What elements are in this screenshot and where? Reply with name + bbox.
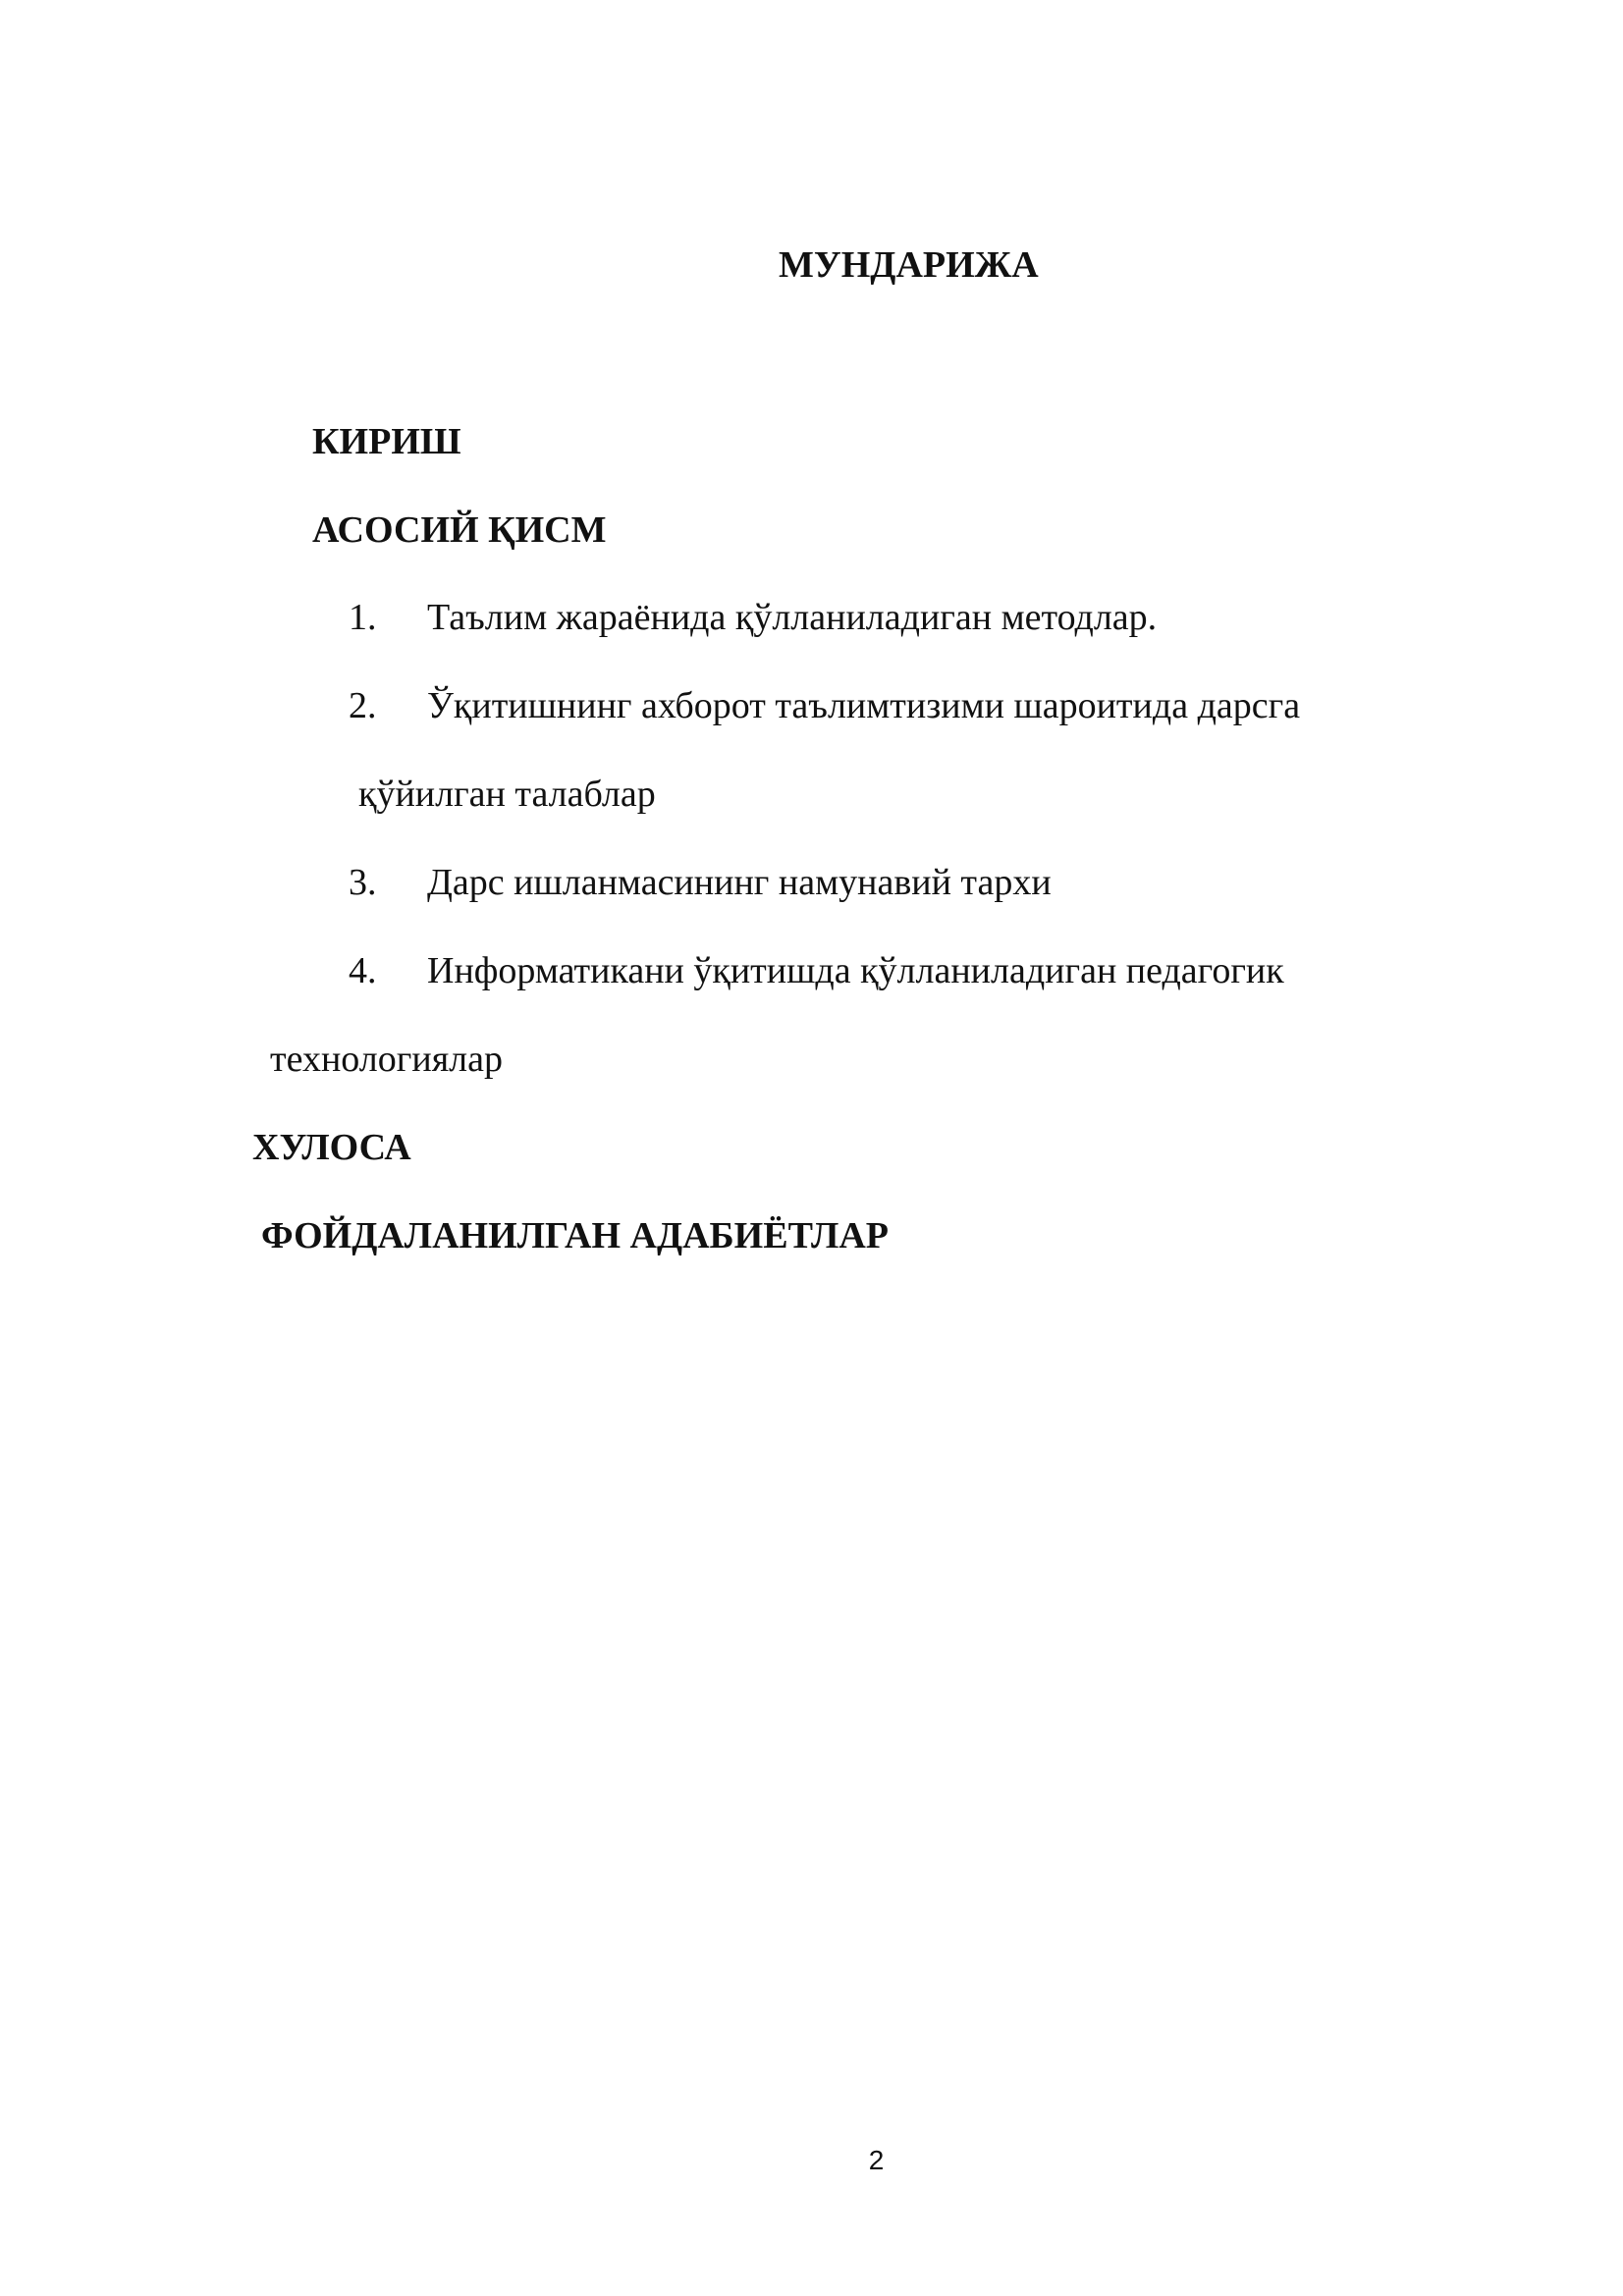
- toc-item-number: 3.: [349, 862, 377, 903]
- page-number: 2: [868, 2145, 885, 2175]
- toc-title: МУНДАРИЖА: [779, 244, 1039, 286]
- toc-item-text: Информатикани ўқитишда қўлланиладиган педагогик: [427, 950, 1284, 991]
- toc-item-number: 1.: [349, 597, 377, 638]
- toc-item-number: 2.: [349, 685, 377, 726]
- toc-item-text: Таълим жараёнида қўлланиладиган методлар.: [427, 597, 1158, 638]
- toc-entry-intro: КИРИШ: [312, 421, 461, 462]
- toc-entry-conclusion: ХУЛОСА: [252, 1127, 411, 1168]
- toc-item-continuation: технологиялар: [270, 1039, 503, 1080]
- toc-item-text: Дарс ишланмасининг намунавий тархи: [427, 862, 1052, 903]
- toc-item-number: 4.: [349, 950, 377, 991]
- toc-item-continuation: қўйилган талаблар: [358, 774, 656, 815]
- toc-item-text: Ўқитишнинг ахборот таълимтизими шароитида дарсга: [427, 685, 1301, 726]
- toc-entry-references: ФОЙДАЛАНИЛГАН АДАБИЁТЛАР: [261, 1215, 890, 1256]
- toc-entry-main-part: АСОСИЙ ҚИСМ: [312, 509, 607, 551]
